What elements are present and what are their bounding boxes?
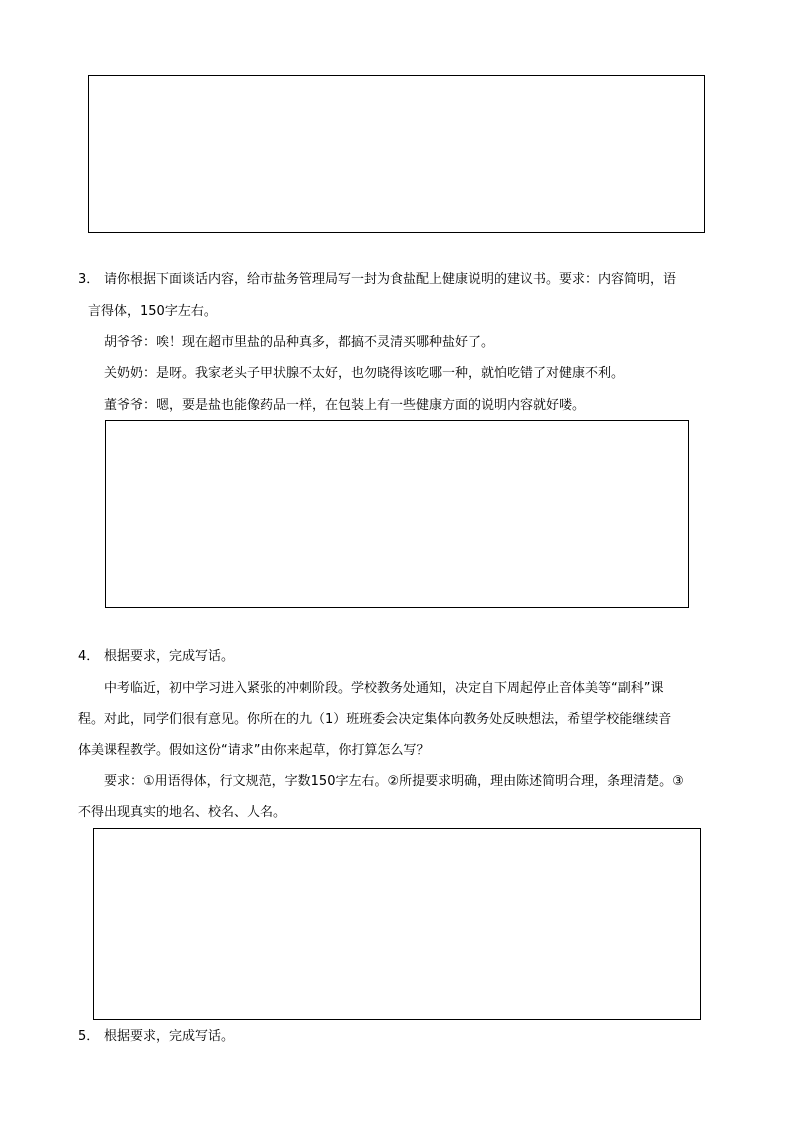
q4-prompt: 4． 根据要求，完成写话。 — [78, 649, 235, 664]
q4-para-line: 体美课程教学。假如这份“请求”由你来起草，你打算怎么写？ — [78, 743, 430, 758]
answer-box-q3[interactable] — [105, 420, 689, 608]
q4-para-line: 程。对此，同学们很有意见。你所在的九（1）班班委会决定集体向教务处反映想法，希望学校能继续音 — [78, 712, 672, 727]
q4-requirement-line2: 不得出现真实的地名、校名、人名。 — [78, 805, 287, 820]
answer-box-q4[interactable] — [93, 828, 701, 1020]
q3-number: 3． — [78, 272, 100, 287]
q4-para-line: 中考临近，初中学习进入紧张的冲刺阶段。学校教务处通知，决定自下周起停止音体美等“副科”课 — [104, 681, 664, 696]
q3-dialog-line: 关奶奶：是呀。我家老头子甲状腺不太好，也勿晓得该吃哪一种，就怕吃错了对健康不利。 — [104, 366, 625, 381]
q4-requirement-line1: 要求：①用语得体，行文规范，字数150字左右。②所提要求明确，理由陈述简明合理，条理清楚。③ — [104, 774, 684, 789]
q5-number: 5． — [78, 1029, 100, 1044]
q5-prompt: 5． 根据要求，完成写话。 — [78, 1029, 235, 1044]
q3-dialog-line: 胡爷爷：唉！现在超市里盐的品种真多，都搞不灵清买哪种盐好了。 — [104, 335, 495, 350]
q4-number: 4． — [78, 649, 100, 664]
answer-box-q2[interactable] — [88, 75, 705, 233]
q3-dialog-line: 董爷爷：嗯，要是盐也能像药品一样，在包装上有一些健康方面的说明内容就好喽。 — [104, 398, 586, 413]
q3-prompt-line1: 3． 请你根据下面谈话内容，给市盐务管理局写一封为食盐配上健康说明的建议书。要求：内容简明，语 — [78, 272, 677, 287]
q3-prompt-line2: 言得体，150字左右。 — [88, 304, 217, 319]
